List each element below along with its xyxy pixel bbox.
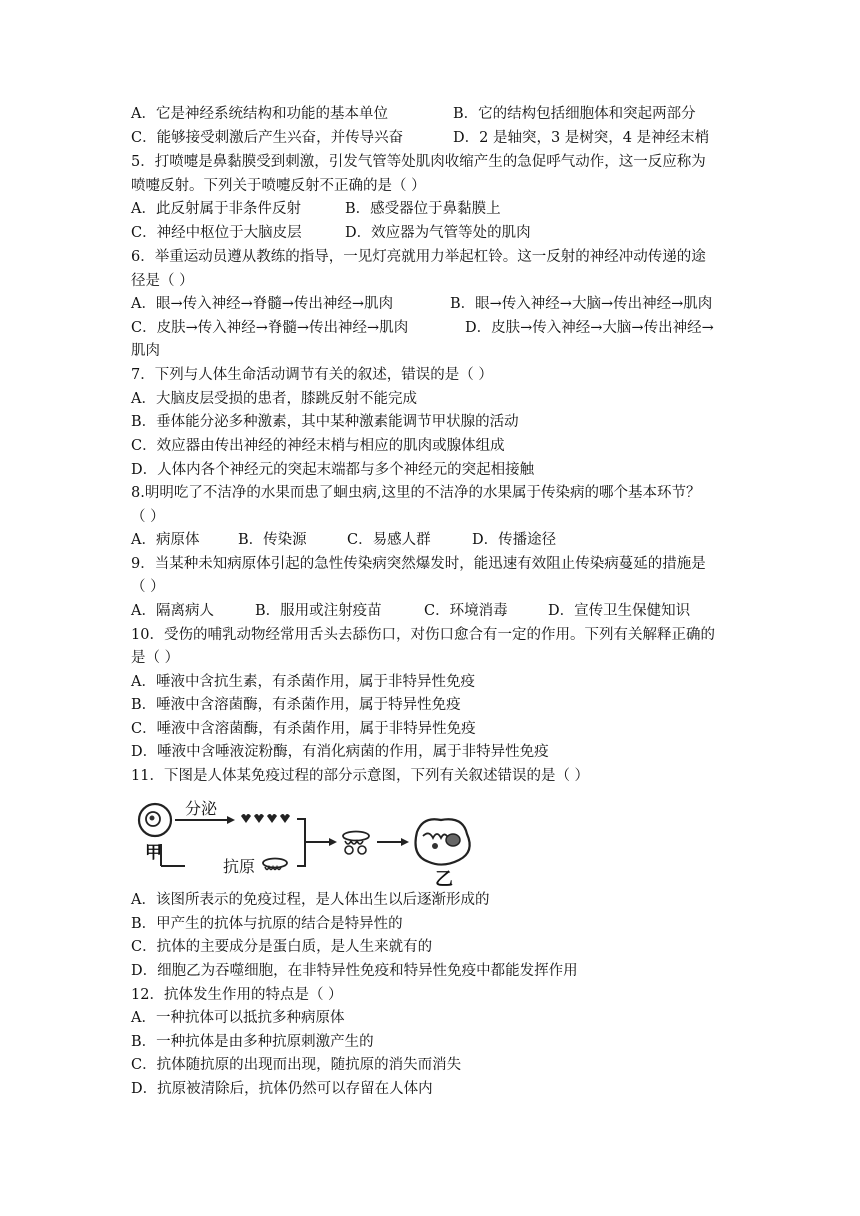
immune-process-diagram [131,792,491,888]
cell-jia [139,804,171,836]
q9-option-b: B．服用或注射疫苗 [255,603,382,619]
q8-option-d: D．传播途径 [472,532,557,548]
q6-stem-line2: 径是（ ） [131,273,194,289]
q4-option-c: C．能够接受刺激后产生兴奋，并传导兴奋 [131,130,404,146]
q10-option-b: B．唾液中含溶菌酶，有杀菌作用，属于特异性免疫 [131,697,461,713]
q6-option-b: B．眼→传入神经→大脑→传出神经→肌肉 [450,296,713,312]
label-yi: 乙 [435,869,453,888]
phagocyte-cell-yi [416,819,470,864]
q7-option-a: A．大脑皮层受损的患者，膝跳反射不能完成 [131,391,417,407]
label-antigen: 抗原 [223,857,256,876]
q9-option-d: D．宣传卫生保健知识 [548,603,691,619]
q9-stem-line2: （ ） [131,579,165,595]
q4-option-b: B．它的结构包括细胞体和突起两部分 [453,106,696,122]
q10-option-d: D．唾液中含唾液淀粉酶，有消化病菌的作用，属于非特异性免疫 [131,744,549,760]
antigen-icon [263,859,287,870]
q12-option-d: D．抗原被清除后，抗体仍然可以存留在人体内 [131,1081,433,1097]
q11-stem: 11．下图是人体某免疫过程的部分示意图，下列有关叙述错误的是（ ） [131,768,590,784]
q11-option-d: D．细胞乙为吞噬细胞，在非特异性免疫和特异性免疫中都能发挥作用 [131,963,578,979]
q5-option-a: A．此反射属于非条件反射 [131,201,301,217]
q5-stem-line2: 喷嚏反射。下列关于喷嚏反射不正确的是（ ） [131,178,426,194]
q12-option-a: A．一种抗体可以抵抗多种病原体 [131,1010,345,1026]
q7-option-d: D．人体内各个神经元的突起末端都与多个神经元的突起相接触 [131,462,535,478]
q10-stem-line1: 10．受伤的哺乳动物经常用舌头去舔伤口，对伤口愈合有一定的作用。下列有关解释正确的 [131,627,715,643]
q11-option-a: A．该图所表示的免疫过程，是人体出生以后逐渐形成的 [131,892,490,908]
q8-option-a: A．病原体 [131,532,200,548]
q5-option-b: B．感受器位于鼻黏膜上 [345,201,501,217]
q8-option-c: C．易感人群 [347,532,431,548]
antibody-icons [241,814,290,823]
antigen-antibody-complex [343,832,369,855]
q6-option-d: D．皮肤→传入神经→大脑→传出神经→ [465,320,714,336]
q6-stem-line1: 6．举重运动员遵从教练的指导，一见灯亮就用力举起杠铃。这一反射的神经冲动传递的途 [131,249,706,265]
q11-option-b: B．甲产生的抗体与抗原的结合是特异性的 [131,916,403,932]
q6-option-a: A．眼→传入神经→脊髓→传出神经→肌肉 [131,296,394,312]
q4-option-d: D．2 是轴突，3 是树突，4 是神经末梢 [453,130,710,146]
q7-option-c: C．效应器由传出神经的神经末梢与相应的肌肉或腺体组成 [131,438,505,454]
q8-stem-line2: （ ） [131,509,165,525]
q12-option-b: B．一种抗体是由多种抗原刺激产生的 [131,1034,374,1050]
q10-stem-line2: 是（ ） [131,650,180,666]
q6-option-d-continued: 肌肉 [131,343,160,359]
q12-stem: 12．抗体发生作用的特点是（ ） [131,987,343,1003]
q6-option-c: C．皮肤→传入神经→脊髓→传出神经→肌肉 [131,320,409,336]
q12-option-c: C．抗体随抗原的出现而出现，随抗原的消失而消失 [131,1057,462,1073]
q10-option-a: A．唾液中含抗生素，有杀菌作用，属于非特异性免疫 [131,674,475,690]
q7-option-b: B．垂体能分泌多种激素，其中某种激素能调节甲状腺的活动 [131,414,519,430]
q9-stem-line1: 9．当某种未知病原体引起的急性传染病突然爆发时，能迅速有效阻止传染病蔓延的措施是 [131,556,706,572]
q8-stem-line1: 8.明明吃了不洁净的水果而患了蛔虫病,这里的不洁净的水果属于传染病的哪个基本环节？ [131,485,701,501]
q8-option-b: B．传染源 [238,532,307,548]
q7-stem: 7．下列与人体生命活动调节有关的叙述，错误的是（ ） [131,367,493,383]
q5-stem-line1: 5．打喷嚏是鼻黏膜受到刺激，引发气管等处肌肉收缩产生的急促呼气动作，这一反应称为 [131,154,706,170]
q4-option-a: A．它是神经系统结构和功能的基本单位 [131,106,388,122]
q9-option-a: A．隔离病人 [131,603,214,619]
label-secrete: 分泌 [185,799,218,818]
q9-option-c: C．环境消毒 [424,603,508,619]
q11-option-c: C．抗体的主要成分是蛋白质，是人生来就有的 [131,939,433,955]
q10-option-c: C．唾液中含溶菌酶，有杀菌作用，属于非特异性免疫 [131,721,476,737]
bracket-line [297,819,305,866]
q5-option-d: D．效应器为气管等处的肌肉 [345,225,531,241]
q5-option-c: C．神经中枢位于大脑皮层 [131,225,302,241]
label-jia: 甲 [145,843,162,863]
